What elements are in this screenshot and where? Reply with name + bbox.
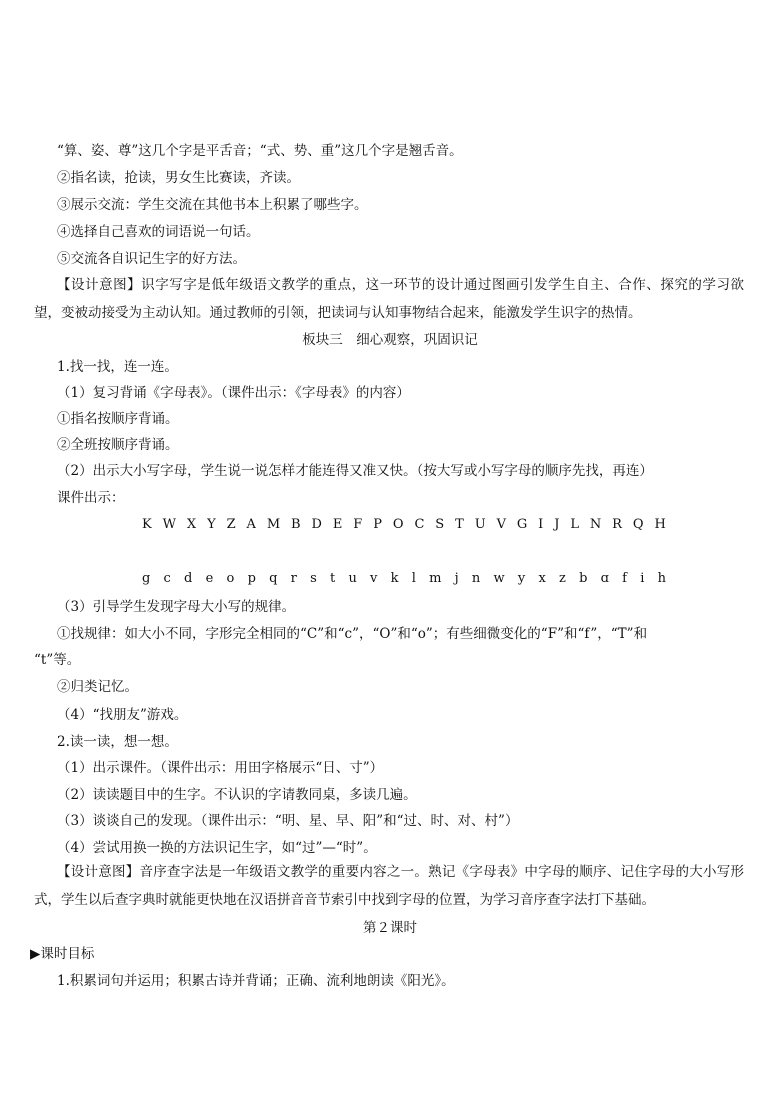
letter: J	[554, 517, 560, 532]
letter: l	[411, 571, 416, 586]
letter: e	[205, 571, 214, 586]
text-line: ②归类记忆。	[57, 679, 138, 695]
letter: t	[329, 571, 336, 586]
letter: P	[373, 517, 382, 532]
letter: q	[269, 571, 278, 586]
letter: r	[290, 571, 297, 586]
lesson-heading: 第２课时	[363, 920, 417, 936]
text-line: （3）谈谈自己的发现。（课件出示：“明、星、早、阳”和“过、时、对、村”）	[57, 813, 519, 829]
text-line: （4）“找朋友”游戏。	[57, 707, 188, 723]
letter: A	[246, 517, 256, 532]
letter: j	[454, 571, 459, 586]
text-line: 2.读一读，想一想。	[57, 734, 178, 750]
letter: y	[517, 571, 526, 586]
letter: L	[570, 517, 579, 532]
letter: X	[186, 517, 197, 532]
letter: Z	[226, 517, 236, 532]
letter: T	[455, 517, 464, 532]
letter: U	[474, 517, 486, 532]
letter: p	[247, 571, 256, 586]
letter: o	[226, 571, 235, 586]
letter: n	[471, 571, 481, 586]
letter: R	[612, 517, 622, 532]
letter: i	[640, 571, 645, 586]
letter: E	[332, 517, 343, 532]
letter: I	[538, 517, 544, 532]
section-heading: 板块三 细心观察，巩固识记	[302, 332, 478, 348]
letter: g	[142, 571, 151, 586]
design-intent-paragraph: 【设计意图】识字写字是低年级语文教学的重点，这一环节的设计通过图画引发学生自主、合作、探究的学习欲望，变被动接受为主动认知。通过教师的引领，把读词与认知事物结合起来，能激发学生识字的热情。	[34, 277, 744, 322]
text-line: ③展示交流：学生交流在其他书本上积累了哪些字。	[57, 197, 368, 213]
objective-item: 1.积累词句并运用；积累古诗并背诵；正确、流利地朗读《阳光》。	[57, 973, 455, 989]
text-line: （2）出示大小写字母，学生说一说怎样才能连得又准又快。（按大写或小写字母的顺序先找，再连）	[57, 463, 653, 479]
text-line: ②指名读，抢读，男女生比赛读，齐读。	[57, 170, 300, 186]
letter: h	[657, 571, 666, 586]
text-line: （1）出示课件。（课件出示：用田字格展示“日、寸”）	[57, 760, 384, 776]
letter: S	[435, 517, 445, 532]
text-line: 课件出示：	[57, 490, 125, 506]
letter: m	[429, 571, 442, 586]
letter: c	[163, 571, 171, 586]
letter: V	[496, 517, 506, 532]
letter: C	[414, 517, 425, 532]
objectives-heading: ▶课时目标	[30, 946, 95, 962]
text-line: ①指名按顺序背诵。	[57, 411, 179, 427]
text-line: （3）引导学生发现字母大小写的规律。	[57, 599, 296, 615]
text-line: ①找规律：如大小不同，字形完全相同的“C”和“c”，“O”和“o”；有些细微变化的“F”和“f”，“T”和	[57, 626, 648, 642]
letter: ɑ	[600, 571, 609, 586]
text-line: （2）读读题目中的生字。不认识的字请教同桌，多读几遍。	[57, 787, 417, 803]
letter: K	[142, 517, 152, 532]
letter: B	[291, 517, 301, 532]
text-line: （1）复习背诵《字母表》。（课件出示：《字母表》的内容）	[57, 385, 410, 401]
text-line: ⑤交流各自识记生字的好方法。	[57, 251, 246, 267]
text-line: ④选择自己喜欢的词语说一句话。	[57, 224, 260, 240]
letter: Q	[632, 517, 644, 532]
letter: Y	[207, 517, 216, 532]
text-line: ②全班按顺序背诵。	[57, 437, 179, 453]
letter: w	[493, 571, 505, 586]
letter: f	[622, 571, 627, 586]
letter: O	[392, 517, 404, 532]
letter: x	[538, 571, 546, 586]
letter: k	[390, 571, 399, 586]
letter: v	[370, 571, 378, 586]
letter: u	[348, 571, 357, 586]
lowercase-letter-row	[142, 571, 666, 586]
letter: M	[266, 517, 281, 532]
letter: D	[311, 517, 322, 532]
text-line: “t”等。	[34, 652, 81, 668]
letter: F	[353, 517, 363, 532]
text-line: 1.找一找，连一连。	[57, 359, 178, 375]
letter: d	[184, 571, 193, 586]
uppercase-letter-row	[142, 517, 666, 532]
letter: s	[310, 571, 317, 586]
letter: H	[654, 517, 666, 532]
letter: G	[516, 517, 528, 532]
letter: W	[162, 517, 176, 532]
text-line: “算、姿、尊”这几个字是平舌音；“式、势、重”这几个字是翘舌音。	[57, 143, 463, 159]
letter: b	[579, 571, 588, 586]
letter: N	[589, 517, 602, 532]
letter: z	[559, 571, 566, 586]
design-intent-paragraph: 【设计意图】音序查字法是一年级语文教学的重要内容之一。熟记《字母表》中字母的顺序、记住字母的大小写形式，学生以后查字典时就能更快地在汉语拼音音节索引中找到字母的位置，为学习音序查字法打下基础。	[34, 864, 744, 909]
text-line: （4）尝试用换一换的方法识记生字，如“过”—“时”。	[57, 840, 377, 856]
